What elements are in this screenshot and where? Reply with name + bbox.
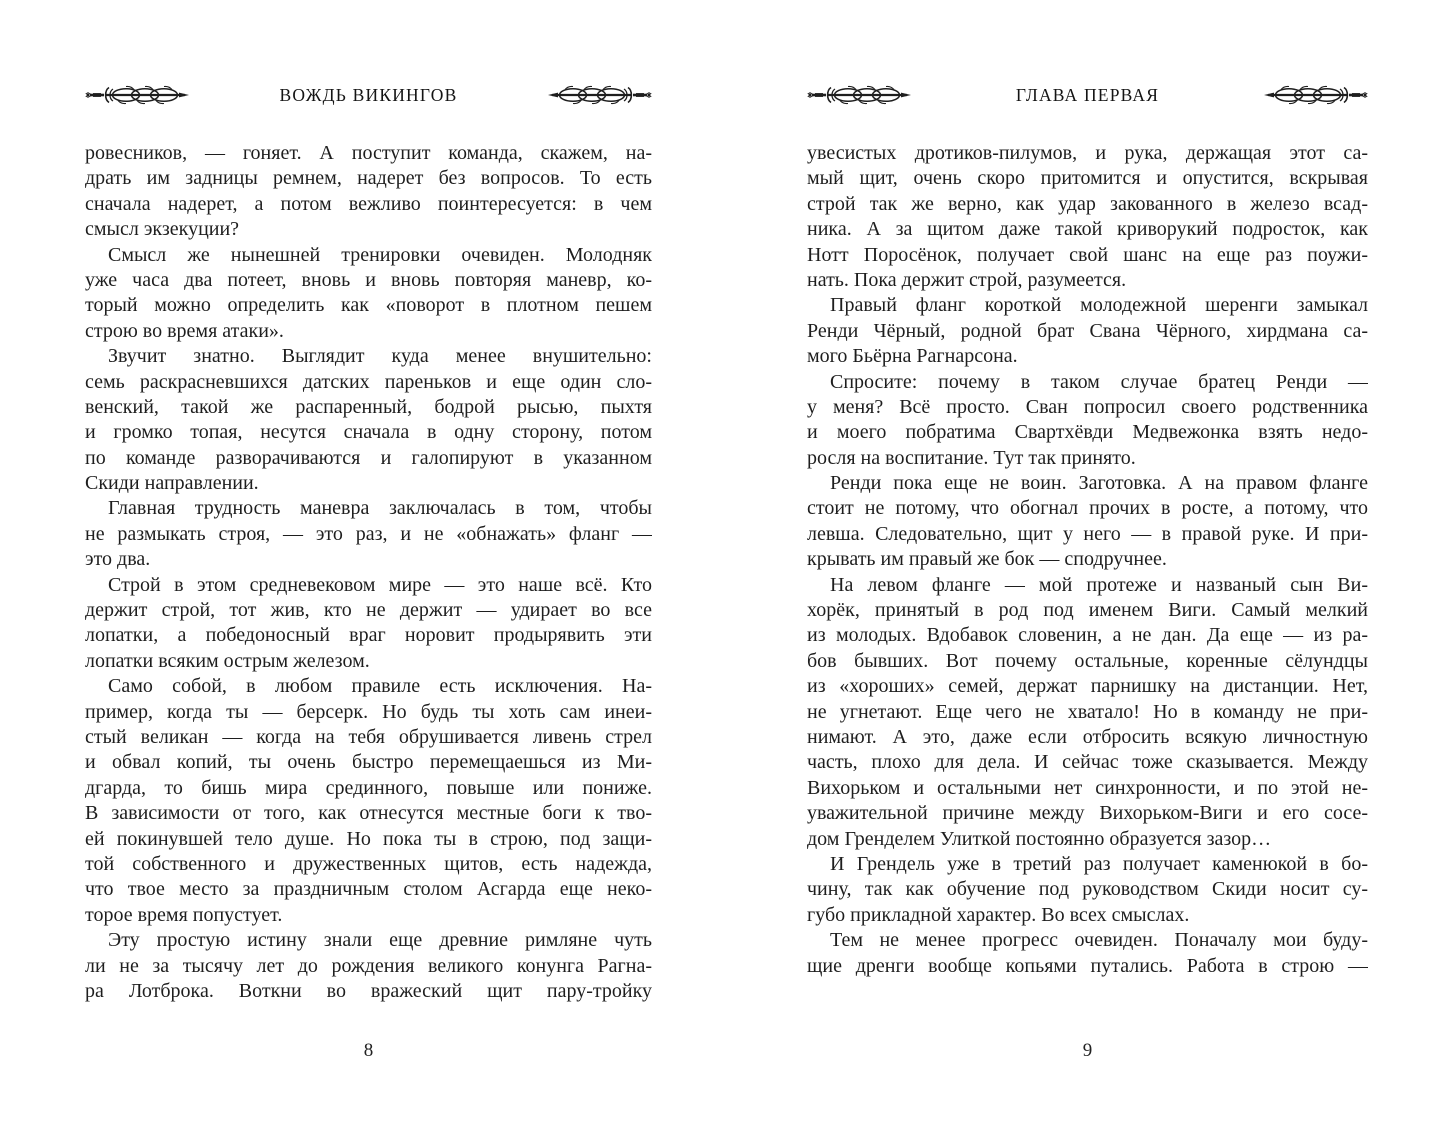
text-line: Скиди направлении. bbox=[85, 472, 259, 495]
text-line: нать. Пока держит строй, разумеется. bbox=[807, 268, 1127, 291]
text-line: и громко топая, несутся сначала в одну сторону, потом bbox=[85, 421, 652, 444]
paragraph bbox=[807, 293, 1368, 369]
text-line: ли не за тысячу лет до рождения великого конунга Рагна- bbox=[85, 954, 652, 977]
page-text-right bbox=[807, 141, 1368, 979]
text-line: ника. А за щитом даже такой криворукий подросток, как bbox=[807, 218, 1368, 241]
text-line: торое время попустует. bbox=[85, 903, 283, 926]
sword-ornament-mirrored-icon bbox=[1263, 85, 1368, 105]
text-line: это два. bbox=[85, 548, 151, 571]
text-line: лопатки всяким острым железом. bbox=[85, 649, 370, 672]
paragraph bbox=[807, 370, 1368, 472]
page-left bbox=[85, 0, 652, 1129]
text-line: ровесников, — гоняет. А поступит команда, скажем, на- bbox=[85, 142, 652, 164]
text-line: росля на воспитание. Тут так принято. bbox=[807, 446, 1136, 469]
paragraph bbox=[807, 141, 1368, 293]
page-right bbox=[807, 0, 1368, 1129]
running-head-left bbox=[85, 84, 652, 106]
paragraph bbox=[85, 674, 652, 928]
text-line: Ренди пока еще не воин. Заготовка. А на правом фланге bbox=[830, 472, 1368, 495]
paragraph bbox=[807, 573, 1368, 852]
text-line: стоит не потому, что обогнал прочих в росте, а потому, что bbox=[807, 497, 1368, 520]
sword-ornament-mirrored-icon bbox=[547, 85, 652, 105]
text-line: и обвал копий, ты очень быстро перемещаешься из Ми- bbox=[85, 751, 652, 774]
text-line: чину, так как обучение под руководством Скиди носит су- bbox=[807, 878, 1368, 901]
text-line: мый щит, очень скоро притомится и опустится, вскрывая bbox=[807, 167, 1368, 190]
text-line: уважительной причине между Вихорьком-Виги и его сосе- bbox=[807, 802, 1368, 825]
paragraph bbox=[85, 344, 652, 496]
text-line: дгарда, то бишь мира срединного, повыше или пониже. bbox=[85, 776, 652, 799]
running-head-title: ГЛАВА ПЕРВАЯ bbox=[1015, 85, 1160, 105]
text-line: строй так же верно, как удар закованного в железо всад- bbox=[807, 192, 1368, 215]
text-line: Правый фланг короткой молодежной шеренги замыкал bbox=[830, 294, 1368, 317]
text-line: губо прикладной характер. Во всех смыслах. bbox=[807, 903, 1190, 926]
text-line: бов бывших. Вот почему остальные, коренные сёлундцы bbox=[807, 649, 1368, 672]
text-line: уже часа два потеет, вновь и вновь повторяя маневр, ко- bbox=[85, 268, 652, 291]
text-line: драть им задницы ремнем, надерет без вопросов. То есть bbox=[85, 167, 652, 190]
page-number-right: 9 bbox=[1082, 1040, 1093, 1061]
text-line: мого Бьёрна Рагнарсона. bbox=[807, 345, 1018, 368]
text-line: семь раскрасневшихся датских пареньков и еще один сло- bbox=[85, 370, 652, 393]
text-line: Звучит знатно. Выглядит куда менее внушительно: bbox=[108, 345, 652, 368]
text-line: торый можно определить как «поворот в плотном пешем bbox=[85, 294, 652, 317]
text-line: строю во время атаки». bbox=[85, 319, 284, 342]
text-line: левша. Следовательно, щит у него — в правой руке. И при- bbox=[807, 522, 1368, 545]
text-line: хорёк, принятый в род под именем Виги. Самый мелкий bbox=[807, 599, 1368, 622]
text-line: смысл экзекуции? bbox=[85, 218, 240, 241]
text-line: из молодых. Вдобавок словенин, а не дан. Да еще — из ра- bbox=[807, 624, 1368, 647]
text-line: не размыкать строя, — это раз, и не «обнажать» фланг — bbox=[85, 522, 652, 545]
paragraph bbox=[807, 471, 1368, 573]
text-line: венский, такой же распаренный, бодрой рысью, пыхтя bbox=[85, 395, 652, 418]
sword-ornament-icon bbox=[807, 85, 912, 105]
text-line: Строй в этом средневековом мире — это наше всё. Кто bbox=[108, 573, 652, 596]
paragraph bbox=[85, 496, 652, 572]
text-line: Тем не менее прогресс очевиден. Поначалу мои буду- bbox=[830, 929, 1368, 952]
text-line: ей покинувшей тело душе. Но пока ты в строю, под защи- bbox=[85, 827, 652, 850]
paragraph bbox=[85, 243, 652, 345]
text-line: лопатки, а победоносный враг норовит продырявить эти bbox=[85, 624, 652, 647]
text-line: из «хороших» семей, держат парнишку на дистанции. Нет, bbox=[807, 675, 1368, 698]
text-line: нимают. А это, даже если отбросить всякую личностную bbox=[807, 725, 1368, 748]
paragraph bbox=[807, 928, 1368, 979]
sword-ornament-icon bbox=[85, 85, 190, 105]
text-line: Вихорьком и остальными нет синхронности, и по этой не- bbox=[807, 776, 1368, 799]
paragraph bbox=[85, 141, 652, 243]
text-line: часть, плохо для дела. И сейчас тоже сказывается. Между bbox=[807, 751, 1368, 774]
text-line: Само собой, в любом правиле есть исключения. На- bbox=[108, 675, 652, 698]
text-line: ра Лотброка. Воткни во вражеский щит пару-тройку bbox=[85, 979, 652, 1002]
paragraph bbox=[85, 928, 652, 1004]
page-text-left bbox=[85, 141, 652, 1004]
paragraph bbox=[807, 852, 1368, 928]
text-line: Главная трудность маневра заключалась в том, чтобы bbox=[108, 497, 652, 520]
text-line: Смысл же нынешней тренировки очевиден. Молодняк bbox=[108, 243, 652, 266]
page-number-left: 8 bbox=[363, 1040, 374, 1061]
text-line: сначала надерет, а потом вежливо поинтересуется: в чем bbox=[85, 192, 652, 215]
text-line: увесистых дротиков-пилумов, и рука, держащая этот са- bbox=[807, 142, 1368, 164]
text-line: держит строй, тот жив, кто не держит — удирает во все bbox=[85, 599, 652, 622]
text-line: Нотт Поросёнок, получает свой шанс на еще раз поужи- bbox=[807, 243, 1368, 266]
text-line: и моего побратима Свартхёвди Медвежонка взять недо- bbox=[807, 421, 1368, 444]
text-line: В зависимости от того, как отнесутся местные боги к тво- bbox=[85, 802, 652, 825]
text-line: не угнетают. Еще чего не хватало! Но в команду не при- bbox=[807, 700, 1368, 723]
running-head-right bbox=[807, 84, 1368, 106]
text-line: Спросите: почему в таком случае братец Ренди — bbox=[830, 370, 1368, 393]
text-line: пример, когда ты — берсерк. Но будь ты хоть сам инеи- bbox=[85, 700, 652, 723]
text-line: щие дренги вообще копьями путались. Работа в строю — bbox=[807, 954, 1368, 977]
text-line: На левом фланге — мой протеже и названый сын Ви- bbox=[830, 573, 1368, 596]
text-line: что твое место за праздничным столом Асгарда еще неко- bbox=[85, 878, 652, 901]
text-line: И Грендель уже в третий раз получает каменюкой в бо- bbox=[830, 852, 1368, 875]
running-head-title: ВОЖДЬ ВИКИНГОВ bbox=[279, 85, 458, 105]
text-line: Эту простую истину знали еще древние римляне чуть bbox=[108, 929, 652, 952]
text-line: крывать им правый же бок — сподручнее. bbox=[807, 548, 1167, 571]
paragraph bbox=[85, 573, 652, 675]
text-line: у меня? Всё просто. Сван попросил своего родственника bbox=[807, 395, 1368, 418]
text-line: дом Гренделем Улиткой постоянно образуется зазор… bbox=[807, 827, 1272, 850]
text-line: той собственного и дружественных щитов, есть надежда, bbox=[85, 852, 652, 875]
text-line: стый великан — когда на тебя обрушивается ливень стрел bbox=[85, 725, 652, 748]
text-line: по команде разворачиваются и галопируют в указанном bbox=[85, 446, 652, 469]
text-line: Ренди Чёрный, родной брат Свана Чёрного, хирдмана са- bbox=[807, 319, 1368, 342]
